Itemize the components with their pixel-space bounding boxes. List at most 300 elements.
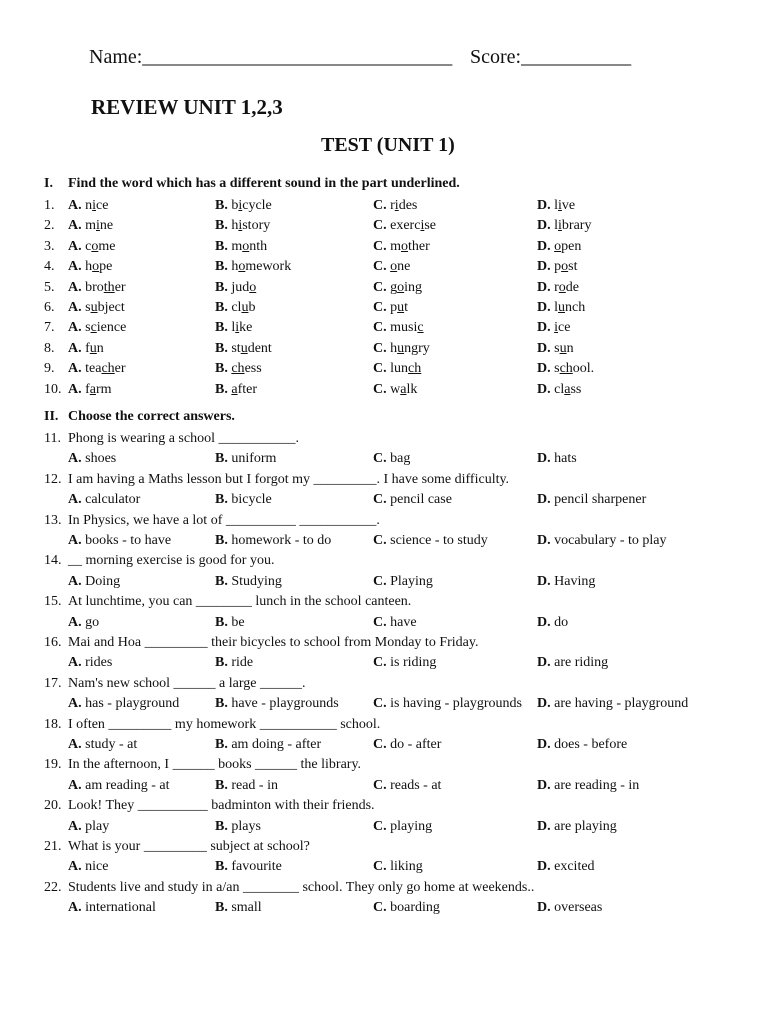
option-c [373,776,441,796]
question-row [0,837,768,857]
option-a: A. come [68,238,116,254]
underlined-part: u [397,340,405,356]
underlined-part: o [91,238,99,254]
option-a: A. mine [68,218,114,234]
question-text: Look! They __________ badminton with their friends. [68,798,375,814]
option-c [373,613,417,633]
option-a [68,449,116,469]
option-d [537,857,595,877]
option-letter: C. [373,655,387,671]
section-1-number: I. [44,176,53,191]
option-letter: B. [215,655,228,671]
underlined-part: o [397,279,405,295]
option-text: science - to study [386,533,488,548]
question-number: 6. [44,300,55,315]
option-letter: A. [68,320,82,336]
option-letter: D. [537,573,551,589]
underlined-part: a [231,381,238,397]
option-letter: D. [537,859,551,875]
question-number: 2. [44,218,55,234]
option-letter: D. [537,614,551,630]
option-b: B. bicycle [215,198,272,213]
option-a: A. subject [68,300,125,315]
option-d [537,694,688,714]
option-letter: A. [68,218,82,234]
option-letter: B. [215,859,228,875]
option-d: D. post [537,259,578,275]
underlined-part: i [238,198,243,213]
option-d [537,449,577,469]
question-row [0,633,768,653]
option-letter: B. [215,533,228,548]
option-letter: C. [373,859,387,875]
option-letter: C. [373,279,387,295]
option-text: playing [386,818,433,834]
option-a: A. brother [68,279,126,295]
option-c: C. going [373,279,423,295]
option-text: has - playground [81,696,180,712]
option-b [215,735,321,755]
option-d [537,653,608,673]
option-a [68,490,140,510]
option-b [215,613,245,633]
option-letter: A. [68,859,82,875]
underlined-part: o [92,259,100,275]
option-a [68,653,112,673]
question-number: 11. [44,431,61,446]
option-text: hats [550,451,577,467]
option-letter: C. [373,300,387,315]
option-letter: A. [68,900,82,916]
option-text: be [227,614,245,630]
option-d: D. open [537,238,582,254]
option-letter: D. [537,218,551,234]
option-letter: A. [68,300,82,315]
option-letter: A. [68,238,82,254]
answer-row [0,449,768,469]
question-text: In the afternoon, I ______ books ______ the library. [68,757,362,773]
option-text: boarding [386,900,440,916]
option-b [215,572,282,592]
option-letter: D. [537,900,551,916]
option-b: B. judo [215,279,257,295]
underlined-part: a [89,381,97,397]
option-letter: B. [215,737,228,752]
option-letter: D. [537,320,551,336]
option-letter: D. [537,361,551,377]
option-a [68,613,99,633]
option-letter: B. [215,818,228,834]
option-b [215,490,272,510]
option-letter: B. [215,300,228,315]
option-text: international [81,900,156,916]
question-text: I am having a Maths lesson but I forgot my _________. I have some difficulty. [68,471,510,487]
option-letter: A. [68,655,82,671]
answer-row [0,817,768,837]
question-text: __ morning exercise is good for you. [68,553,275,569]
option-b: B. like [215,320,253,336]
test-subtitle: TEST (UNIT 1) [321,134,455,156]
option-d [537,531,666,551]
option-letter: C. [373,238,387,254]
option-text: am doing - after [227,737,322,752]
question-number: 20. [44,798,62,814]
section-1-heading: Find the word which has a different sound in the part underlined. [68,176,460,191]
option-b [215,776,278,796]
option-text: shoes [81,451,117,467]
option-c: C. music [373,320,424,336]
underlined-part: o [238,259,246,275]
answer-row [0,898,768,918]
underlined-part: i [420,218,425,234]
underlined-part: ch [408,361,422,377]
option-c: C. one [373,259,411,275]
option-text: excited [550,859,595,875]
section-2-heading: Choose the correct answers. [68,409,235,424]
question-row [0,380,768,400]
underlined-part: i [92,198,97,213]
option-b: B. student [215,340,272,356]
question-row [0,715,768,735]
question-row [0,318,768,338]
underlined-part: o [561,259,569,275]
underlined-part: a [564,381,571,397]
option-text: is riding [386,655,437,671]
underlined-part: u [240,340,248,356]
option-letter: B. [215,320,228,336]
option-b: B. club [215,300,256,315]
underlined-part: c [417,320,424,336]
option-text: does - before [550,737,628,752]
question-row [0,470,768,490]
option-letter: A. [68,279,82,295]
answer-row [0,653,768,673]
question-row [0,359,768,379]
option-d: D. library [537,218,592,234]
option-text: calculator [81,492,141,508]
option-c [373,857,423,877]
option-c [373,694,522,714]
option-letter: A. [68,573,82,589]
name-field: Name:_______________________________ [89,46,453,68]
question-number: 21. [44,839,62,854]
option-letter: A. [68,198,82,213]
option-b [215,898,262,918]
option-b [215,694,339,714]
question-number: 16. [44,635,62,650]
option-text: vocabulary - to play [550,533,667,548]
option-letter: C. [373,696,387,712]
option-letter: D. [537,533,551,548]
question-number: 7. [44,320,55,336]
option-text: rides [81,655,113,671]
option-text: Doing [81,573,121,589]
option-text: is having - playgrounds [386,696,522,712]
option-letter: B. [215,238,228,254]
option-c [373,817,432,837]
question-number: 8. [44,340,55,356]
option-d: D. ice [537,320,571,336]
question-number: 10. [44,381,62,397]
option-d: D. sun [537,340,574,356]
underlined-part: i [394,198,399,213]
option-text: Studying [227,573,282,589]
question-row [0,339,768,359]
option-b [215,857,282,877]
option-letter: B. [215,279,228,295]
option-letter: A. [68,381,82,397]
underlined-part: i [238,218,243,234]
underlined-part: ch [559,361,573,377]
underlined-part: a [400,381,407,397]
option-text: play [81,818,110,834]
option-a [68,735,137,755]
option-a: A. science [68,320,127,336]
option-text: go [81,614,100,630]
option-letter: D. [537,818,551,834]
option-letter: C. [373,320,387,336]
option-text: plays [227,818,261,834]
question-row [0,196,768,216]
underlined-part: o [554,238,562,254]
option-letter: A. [68,361,82,377]
question-row [0,429,768,449]
underlined-part: o [558,279,566,295]
underlined-part: u [558,300,566,315]
question-number: 1. [44,198,55,213]
question-number: 13. [44,512,62,528]
option-letter: B. [215,340,228,356]
question-row [0,878,768,898]
option-text: are riding [550,655,609,671]
option-d [537,776,639,796]
option-text: homework - to do [227,533,332,548]
option-a: A. teacher [68,361,126,377]
option-a: A. farm [68,381,112,397]
option-letter: C. [373,361,387,377]
option-letter: D. [537,451,551,467]
answer-row [0,694,768,714]
question-number: 22. [44,879,62,895]
section-2-number: II. [44,409,59,424]
question-text: Students live and study in a/an ________ school. They only go home at weekends.. [68,879,535,895]
option-b: B. after [215,381,257,397]
option-d: D. lunch [537,300,586,315]
option-letter: A. [68,777,82,793]
option-text: liking [386,859,423,875]
underlined-part: u [559,340,567,356]
option-a [68,531,171,551]
underlined-part: o [401,238,409,254]
option-b [215,817,261,837]
option-letter: D. [537,777,551,793]
question-number: 5. [44,279,55,295]
option-letter: A. [68,340,82,356]
option-b: B. month [215,238,268,254]
option-letter: B. [215,777,228,793]
option-text: uniform [227,451,277,467]
option-letter: C. [373,614,387,630]
question-text: Phong is wearing a school ___________. [68,431,299,446]
option-letter: A. [68,614,82,630]
option-a [68,776,169,796]
option-text: small [227,900,262,916]
option-a: A. fun [68,340,104,356]
option-a [68,572,120,592]
question-text: In Physics, we have a lot of __________ ___________. [68,512,380,528]
question-text: What is your _________ subject at school? [68,839,310,854]
option-letter: C. [373,777,387,793]
question-row [0,278,768,298]
question-number: 17. [44,675,62,691]
option-letter: A. [68,451,82,467]
question-row [0,674,768,694]
option-letter: D. [537,300,551,315]
option-letter: A. [68,533,82,548]
option-d [537,898,602,918]
option-a [68,817,109,837]
option-text: have [386,614,417,630]
option-c [373,449,410,469]
option-text: favourite [227,859,282,875]
underlined-part: u [241,300,249,315]
option-c: C. lunch [373,361,422,377]
option-letter: A. [68,492,82,508]
option-text: read - in [227,777,278,793]
option-letter: C. [373,533,387,548]
question-row [0,511,768,531]
option-letter: D. [537,737,551,752]
option-letter: A. [68,696,82,712]
option-letter: D. [537,492,551,508]
underlined-part: o [249,279,257,295]
option-a [68,694,179,714]
option-d: D. school. [537,361,595,377]
option-letter: B. [215,361,228,377]
option-text: are playing [550,818,617,834]
option-letter: C. [373,218,387,234]
option-letter: D. [537,381,551,397]
option-text: do [550,614,569,630]
option-d: D. class [537,381,582,397]
option-letter: C. [373,259,387,275]
question-number: 4. [44,259,55,275]
option-letter: B. [215,259,228,275]
question-row [0,257,768,277]
option-text: nice [81,859,109,875]
option-letter: B. [215,218,228,234]
option-b: B. homework [215,259,292,275]
option-letter: C. [373,340,387,356]
answer-row [0,776,768,796]
option-letter: B. [215,451,228,467]
option-c: C. hungry [373,340,430,356]
option-c: C. walk [373,381,418,397]
score-field: Score:___________ [470,46,632,68]
option-letter: A. [68,818,82,834]
underlined-part: i [96,218,100,234]
option-d [537,490,646,510]
option-text: pencil case [386,492,452,508]
option-text: books - to have [81,533,172,548]
option-c [373,735,441,755]
underlined-part: ch [231,361,245,377]
option-letter: C. [373,737,387,752]
option-letter: D. [537,198,551,213]
option-letter: B. [215,614,228,630]
option-c [373,531,488,551]
option-letter: C. [373,198,387,213]
option-text: are reading - in [550,777,640,793]
option-text: Playing [386,573,433,589]
question-number: 3. [44,238,55,254]
question-number: 19. [44,757,62,773]
question-row [0,298,768,318]
underlined-part: u [90,300,98,315]
underlined-part: th [103,279,115,295]
question-row [0,216,768,236]
question-row [0,237,768,257]
question-text: Nam's new school ______ a large ______. [68,675,306,691]
underlined-part: u [397,300,405,315]
option-letter: D. [537,259,551,275]
question-text: I often _________ my homework ___________ school. [68,716,381,732]
option-letter: C. [373,573,387,589]
option-text: bag [386,451,411,467]
underlined-part: i [558,218,562,234]
option-text: study - at [81,737,138,752]
option-d: D. live [537,198,576,213]
option-d [537,613,568,633]
question-row [0,796,768,816]
option-letter: D. [537,696,551,712]
option-d [537,817,617,837]
option-letter: B. [215,381,228,397]
option-letter: B. [215,573,228,589]
option-b: B. history [215,218,271,234]
underlined-part: o [390,259,398,275]
option-text: are having - playground [550,696,689,712]
option-text: am reading - at [81,777,170,793]
underlined-part: c [90,320,97,336]
option-text: reads - at [386,777,442,793]
option-letter: D. [537,655,551,671]
underlined-part: o [242,238,250,254]
underlined-part: i [235,320,240,336]
option-text: ride [227,655,254,671]
question-number: 9. [44,361,55,377]
option-c [373,898,440,918]
option-letter: D. [537,279,551,295]
option-text: have - playgrounds [227,696,339,712]
option-b [215,449,276,469]
option-text: do - after [386,737,442,752]
option-letter: B. [215,696,228,712]
option-d [537,735,627,755]
option-a [68,857,108,877]
answer-row [0,857,768,877]
answer-row [0,572,768,592]
option-letter: D. [537,238,551,254]
question-number: 12. [44,471,62,487]
question-number: 18. [44,716,62,732]
question-number: 14. [44,553,62,569]
option-letter: A. [68,737,82,752]
option-a [68,898,156,918]
answer-row [0,735,768,755]
option-c [373,490,452,510]
option-c [373,653,436,673]
